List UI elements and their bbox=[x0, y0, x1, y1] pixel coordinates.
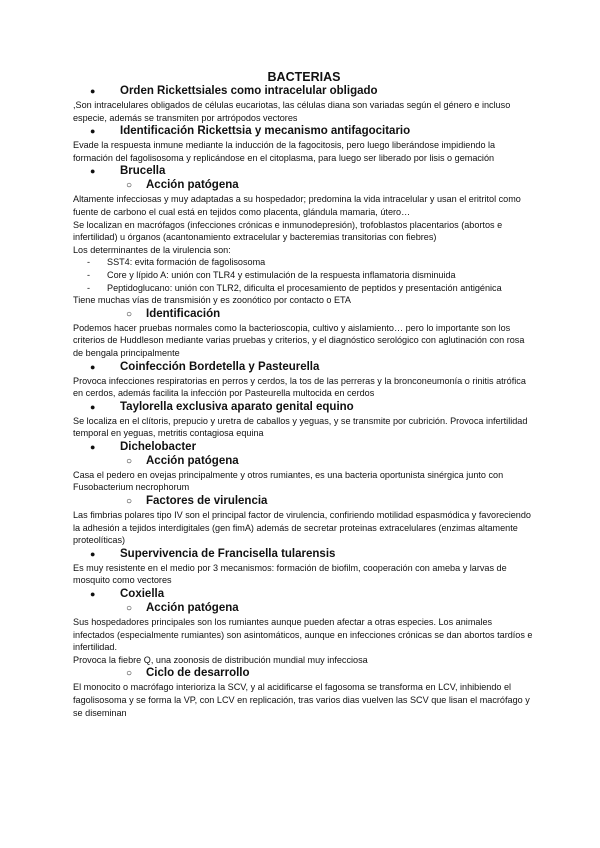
subheading-text: Identificación bbox=[146, 307, 221, 320]
paragraph: Casa el pedero en ovejas principalmente y otros rumiantes, es una bacteria oportunista sinérgica junto con Fusobacterium necrophorum bbox=[73, 469, 504, 493]
dash-icon: - bbox=[87, 269, 91, 280]
paragraph: Es muy resistente en el medio por 3 mecanismos: formación de biofilm, cooperación con ameba y larvas de mosquito como vectores bbox=[73, 562, 507, 586]
list-item bbox=[87, 269, 535, 282]
circle-bullet-icon: ○ bbox=[126, 603, 133, 615]
subheading-text: Factores de virulencia bbox=[146, 495, 268, 508]
paragraph: Se localiza en el clítoris, prepucio y uretra de caballos y yeguas, y se transmite por cubrición. Provoca infertilidad temporal en yeguas, metritis contagiosa equina bbox=[73, 415, 528, 439]
paragraph: Se localizan en macrófagos (infecciones crónicas e inmunodepresión), trofoblastos placentarios (abortos e infertilidad) u órganos (acantonamiento extracelular y bacteremias transitorias con fiebres) bbox=[73, 219, 503, 243]
paragraph: Tiene muchas vías de transmisión y es zoonótico por contacto o ETA bbox=[73, 295, 351, 306]
subheading-text: Acción patógena bbox=[146, 602, 239, 615]
heading-text: Identificación Rickettsia y mecanismo antifagocitario bbox=[120, 125, 411, 138]
heading-text: Supervivencia de Francisella tularensis bbox=[120, 547, 336, 560]
heading-text: Orden Rickettsiales como intracelular obligado bbox=[120, 85, 378, 97]
paragraph: Los determinantes de la virulencia son: bbox=[73, 244, 231, 255]
subheading-text: Ciclo de desarrollo bbox=[146, 667, 250, 680]
list-item-text: Peptidoglucano: unión con TLR2, dificulta el procesamiento de peptidos y presentación antigénica bbox=[107, 282, 502, 293]
heading-taylorella bbox=[73, 401, 535, 414]
bullet-icon: ● bbox=[90, 126, 96, 137]
document-title: BACTERIAS bbox=[267, 70, 341, 84]
paragraph: Provoca infecciones respiratorias en perros y cerdos, la tos de las perreras y la bronconeumonía o rinitis atrófica en cerdos, además facilita la infección por Pasteurella multocida en cerdos bbox=[73, 375, 526, 399]
paragraph: Podemos hacer pruebas normales como la bacterioscopia, cultivo y aislamiento… pero lo importante son los criterios de Huddleson mediante varias pruebas y criterios, y el diagnóstico serológico con aglutinación con rosa de bengala principalmente bbox=[73, 322, 525, 358]
list-item-text: Core y lípido A: unión con TLR4 y estimulación de la respuesta inflamatoria disminuida bbox=[107, 269, 456, 280]
heading-text: Brucella bbox=[120, 165, 166, 178]
subheading-dichelobacter-factores bbox=[73, 495, 535, 508]
document-page bbox=[73, 70, 535, 719]
heading-rickettsia bbox=[73, 125, 535, 138]
circle-bullet-icon: ○ bbox=[126, 180, 133, 192]
heading-text: Taylorella exclusiva aparato genital equino bbox=[120, 400, 354, 413]
paragraph: Sus hospedadores principales son los rumiantes aunque pueden afectar a otras especies. Los animales infectados (especialmente rumiantes) son asintomáticos, aunque en infecciones crónicas se dan abortos tardíos e infertilidad. bbox=[73, 617, 533, 653]
paragraph: Evade la respuesta inmune mediante la inducción de la fagocitosis, pero luego liberándose impidiendo la formación del fagolisosoma y replicándose en el citoplasma, para luego ser liberado por lisis o gemación bbox=[73, 140, 496, 163]
bullet-icon: ● bbox=[90, 86, 96, 96]
paragraph: El monocito o macrófago interioriza la SCV, y al acidificarse el fagosoma se transforma en LCV, inhibiendo el fagolisosoma y se forma la VP, con LCV en replicación, tras varios dias vuelven las SCV que lisan el macrófago y se diseminan bbox=[73, 682, 530, 718]
circle-bullet-icon: ○ bbox=[126, 668, 133, 680]
heading-francisella bbox=[73, 548, 535, 561]
circle-bullet-icon: ○ bbox=[126, 308, 133, 320]
bullet-icon: ● bbox=[90, 548, 96, 559]
circle-bullet-icon: ○ bbox=[126, 496, 133, 508]
heading-rickettsiales bbox=[73, 85, 535, 98]
bullet-icon: ● bbox=[90, 361, 96, 372]
dash-icon: - bbox=[87, 282, 91, 293]
subheading-text: Acción patógena bbox=[146, 454, 239, 467]
heading-text: Dichelobacter bbox=[120, 440, 197, 453]
heading-coxiella bbox=[73, 588, 535, 601]
subheading-text: Acción patógena bbox=[146, 179, 239, 192]
heading-text: Coinfección Bordetella y Pasteurella bbox=[120, 360, 320, 373]
subheading-brucella-identificacion bbox=[73, 308, 535, 321]
heading-bordetella bbox=[73, 361, 535, 374]
bullet-icon: ● bbox=[90, 441, 96, 452]
list-item-text: SST4: evita formación de fagolisosoma bbox=[107, 257, 266, 268]
list-item bbox=[87, 282, 535, 295]
paragraph: ,Son intracelulares obligados de células eucariotas, las células diana son variadas según el género e incluso especie, además se transmiten por artrópodos vectores bbox=[73, 100, 511, 123]
dash-icon: - bbox=[87, 257, 91, 268]
heading-dichelobacter bbox=[73, 441, 535, 454]
bullet-icon: ● bbox=[90, 589, 96, 600]
subheading-brucella-accion bbox=[73, 179, 535, 192]
bullet-icon: ● bbox=[90, 166, 96, 177]
heading-brucella bbox=[73, 165, 535, 178]
list-item bbox=[87, 256, 535, 269]
paragraph: Las fimbrias polares tipo IV son el principal factor de virulencia, confiriendo motilidad espasmódica y favoreciendo la adhesión a tejidos interdigitales (gen fimA) además de secretar proteinas extracelulares (enzimas altamente proteolíticas) bbox=[73, 510, 531, 546]
bullet-icon: ● bbox=[90, 401, 96, 412]
paragraph: Altamente infecciosas y muy adaptadas a su hospedador; predomina la vida intracelular y usan el eritritol como fuente de carbono el cual está en tejidos como placenta, glándula mamaria, útero… bbox=[73, 194, 521, 217]
subheading-coxiella-ciclo bbox=[73, 667, 535, 680]
paragraph: Provoca la fiebre Q, una zoonosis de distribución mundial muy infecciosa bbox=[73, 654, 368, 665]
heading-text: Coxiella bbox=[120, 588, 165, 601]
subheading-coxiella-accion bbox=[73, 602, 535, 615]
circle-bullet-icon: ○ bbox=[126, 455, 133, 467]
virulence-list bbox=[73, 256, 535, 294]
subheading-dichelobacter-accion bbox=[73, 455, 535, 468]
